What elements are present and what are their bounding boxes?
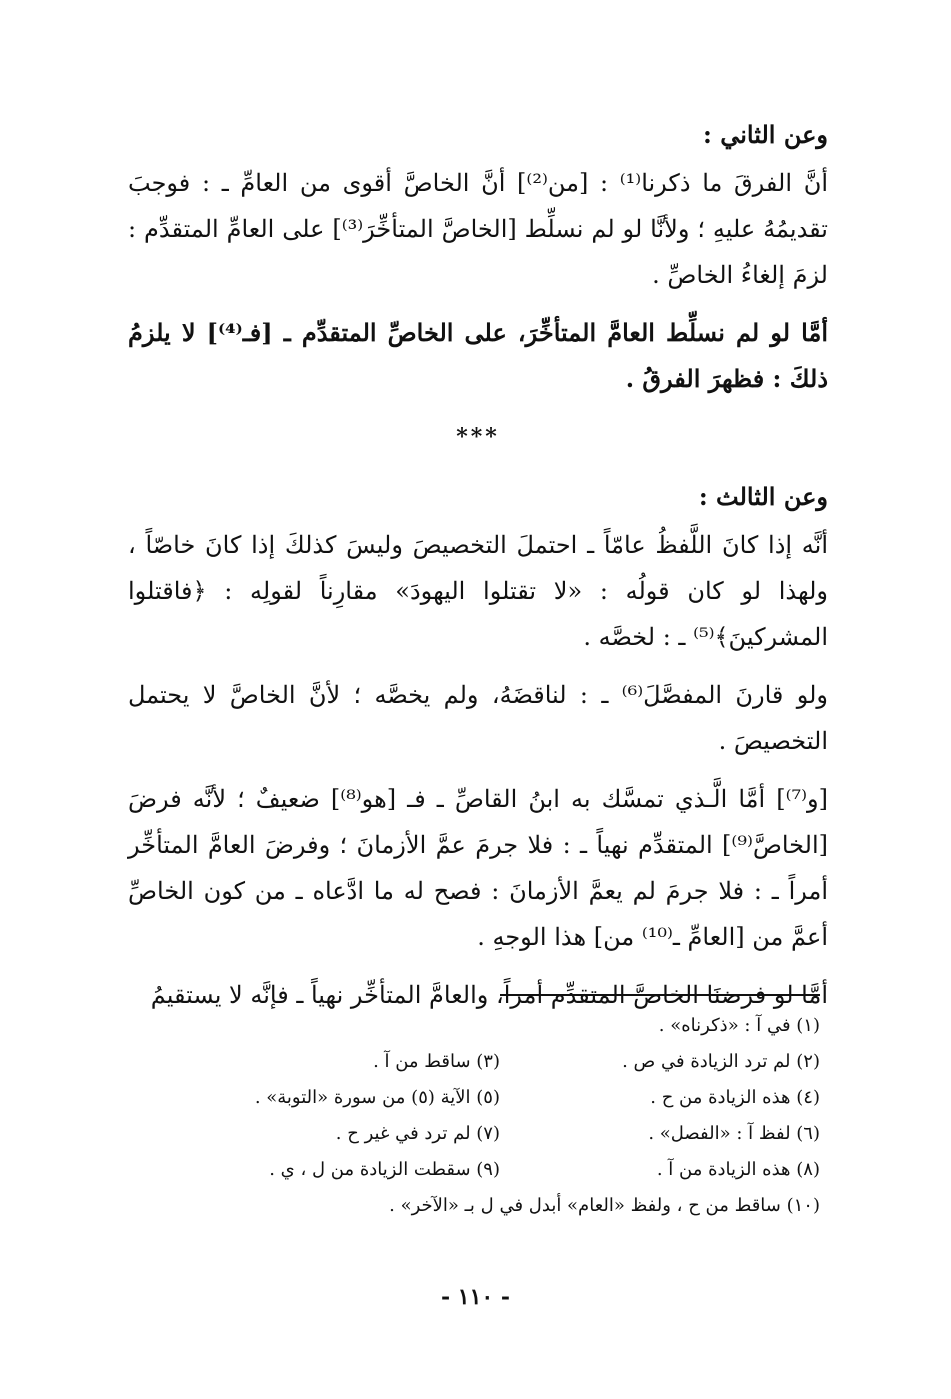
footnote-row [180, 1116, 820, 1152]
footnote-1: (١) في آ : «ذكرناه» . [658, 1015, 820, 1036]
paragraph: أنَّه إذا كانَ اللَّفظُ عامّاً ـ احتملَ التخصيصَ وليسَ كذلكَ إذا كانَ خاصّاً ، ولهذا لو كان قولُه : «لا تقتلوا اليهودَ» مقارِناً لقولِه : ﴿فاقتلوا المشركينَ﴾⁽⁵⁾ ـ : لخصَّه . [128, 531, 828, 651]
footnote-row [180, 1080, 820, 1116]
footnote-row [180, 1008, 820, 1044]
footnote-row [180, 1044, 820, 1080]
footnote-5: (٥) الآية (٥) من سورة «التوبة» . [254, 1087, 500, 1108]
page-number: - ١١٠ - [440, 1284, 511, 1310]
paragraph: [و⁽⁷⁾] أمَّا الَّـذي تمسَّك به ابنُ القاصِّ ـ فـ [هو⁽⁸⁾] ضعيفٌ ؛ لأنَّه فرضَ [الخاصَّ⁽⁹⁾] المتقدِّم نهياً ـ : فلا جرمَ عمَّ الأزمانَ ؛ وفرضَ العامَّ المتأخِّر أمراً ـ : فلا جرمَ لم يعمَّ الأزمانَ : فصح له ما ادَّعاه ـ من كون الخاصِّ أعمَّ من [العامِّ ـ⁽¹⁰⁾ من] هذا الوجهِ . [128, 785, 828, 951]
footnote-3: (٣) ساقط من آ . [373, 1051, 500, 1072]
footnote-8: (٨) هذه الزيادة من آ . [656, 1159, 820, 1180]
paragraph: أمَّا لو فرضنَا الخاصَّ المتقدِّم أمراً، والعامَّ المتأخِّر نهياً ـ فإنَّه لا يستقيمُ [150, 981, 828, 1009]
paragraph: أنَّ الفرقَ ما ذكرنا⁽¹⁾ : [من⁽²⁾] أنَّ الخاصَّ أقوى من العامِّ ـ : فوجبَ تقديمُهُ عليهِ ؛ ولأنَّا لو لم نسلِّط [الخاصَّ المتأخِّرَ⁽³⁾] على العامِّ المتقدِّم : لزمَ إلغاءُ الخاصِّ . [128, 169, 829, 289]
footnote-7: (٧) لم ترد في غير ح . [335, 1123, 500, 1144]
paragraph: ولو قارنَ المفصَّلَ⁽⁶⁾ ـ : لناقضَهُ، ولم يخصَّه ؛ لأنَّ الخاصَّ لا يحتمل التخصيصَ . [128, 681, 828, 755]
footnote-divider [500, 994, 820, 996]
footnote-2: (٢) لم ترد الزيادة في ص . [622, 1051, 820, 1072]
footnote-row [180, 1188, 820, 1224]
section-separator: *** [456, 424, 500, 450]
footnote-4: (٤) هذه الزيادة من ح . [650, 1087, 820, 1108]
main-text [128, 112, 828, 1030]
paragraph: أمَّا لو لم نسلِّط العامَّ المتأخِّرَ، على الخاصِّ المتقدِّم ـ [فـ⁽⁴⁾] لا يلزمُ ذلكَ : فظهرَ الفرقُ . [128, 318, 828, 393]
section-heading-second: وعن الثاني : [703, 120, 828, 149]
footnote-6: (٦) لفظ آ : «الفصل» . [648, 1123, 820, 1144]
footnote-row [180, 1152, 820, 1188]
section-heading-third: وعن الثالث : [698, 482, 828, 511]
footnotes [180, 1008, 820, 1224]
footnote-10: (١٠) ساقط من ح ، ولفظ «العام» أبدل في ل بـ «الآخر» . [389, 1195, 820, 1216]
footnote-9: (٩) سقطت الزيادة من ل ، ي . [269, 1159, 500, 1180]
